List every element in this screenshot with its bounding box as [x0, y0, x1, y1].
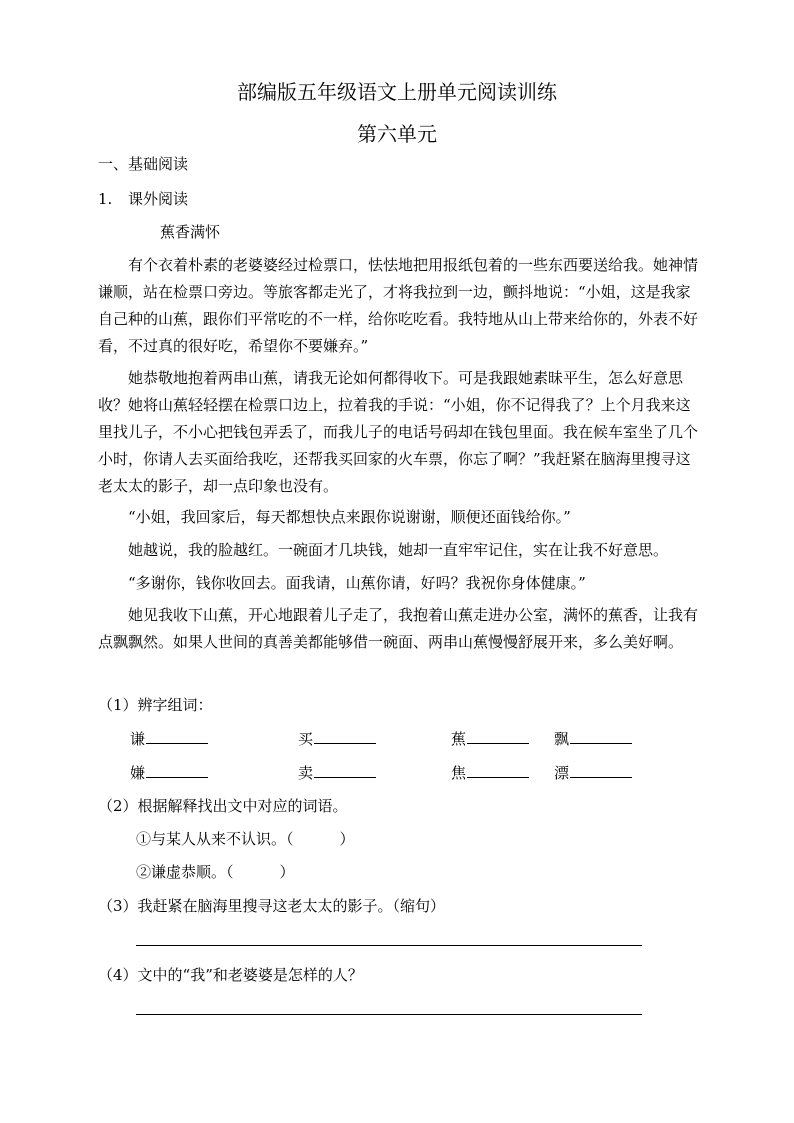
- question-2-item-2: [136, 862, 295, 882]
- word-item: [130, 762, 208, 783]
- unit-title: 第六单元: [357, 122, 437, 146]
- character-label: 卖: [298, 764, 314, 782]
- answer-blank[interactable]: [570, 762, 632, 778]
- answer-blank[interactable]: [146, 728, 208, 744]
- item-number: 1.: [98, 190, 113, 208]
- answer-line[interactable]: [136, 1014, 642, 1015]
- passage-paragraph-1: 有个衣着朴素的老婆婆经过检票口，怯怯地把用报纸包着的一些东西要送给我。她神情谦顺，站在检票口旁边。等旅客都走光了，才将我拉到一边，颤抖地说：“小姐，这是我家自己种的山蕉，跟你们平常吃的不一样，给你吃吃看。我特地从山上带来给你的，外表不好看，不过真的很好吃，希望你不要嫌弃。”: [98, 256, 699, 355]
- character-label: 漂: [554, 764, 570, 782]
- passage-title: 蕉香满怀: [160, 223, 221, 241]
- word-item: [130, 728, 208, 749]
- question-2-label: （2）根据解释找出文中对应的词语。: [98, 797, 348, 815]
- character-label: 焦: [451, 764, 467, 782]
- question-4-label: （4）文中的“我”和老婆婆是怎样的人？: [98, 966, 363, 984]
- word-item: [298, 728, 376, 749]
- passage-paragraph-6: 她见我收下山蕉，开心地跟着儿子走了，我抱着山蕉走进办公室，满怀的蕉香，让我有点飘飘然。如果人世间的真善美都能够借一碗面、两串山蕉慢慢舒展开来，多么美好啊。: [98, 606, 699, 651]
- question-3-label: （3）我赶紧在脑海里搜寻这老太太的影子。（缩句）: [98, 897, 446, 915]
- answer-blank[interactable]: [314, 762, 376, 778]
- section-heading: 一、基础阅读: [98, 155, 189, 173]
- worksheet-title: 部编版五年级语文上册单元阅读训练: [237, 80, 557, 104]
- answer-blank[interactable]: [314, 728, 376, 744]
- answer-blank[interactable]: [570, 728, 632, 744]
- passage-paragraph-5: “多谢你，钱你收回去。面我请，山蕉你请，好吗？我祝你身体健康。”: [128, 574, 586, 592]
- character-label: 嫌: [130, 764, 146, 782]
- passage-paragraph-3: “小姐，我回家后，每天都想快点来跟你说谢谢，顺便还面钱给你。”: [128, 508, 571, 526]
- answer-blank[interactable]: [146, 762, 208, 778]
- character-label: 谦: [130, 730, 146, 748]
- word-item: [451, 762, 529, 783]
- question-2-item-2-prefix: ②谦虚恭顺。（: [136, 863, 234, 881]
- character-label: 蕉: [451, 730, 467, 748]
- question-2-item-2-suffix: ）: [279, 863, 295, 881]
- answer-line[interactable]: [136, 945, 642, 946]
- question-2-item-1-prefix: ①与某人从来不认识。（: [136, 830, 294, 848]
- word-item: [554, 728, 632, 749]
- character-label: 飘: [554, 730, 570, 748]
- word-item: [451, 728, 529, 749]
- passage-paragraph-4: 她越说，我的脸越红。一碗面才几块钱，她却一直牢牢记住，实在让我不好意思。: [128, 541, 669, 559]
- passage-paragraph-2: 她恭敬地抱着两串山蕉，请我无论如何都得收下。可是我跟她素昧平生，怎么好意思收？她将山蕉轻轻摆在检票口边上，拉着我的手说：“小姐，你不记得我了？上个月我来这里找儿子，不小心把钱包弄丢了，而我儿子的电话号码却在钱包里面。我在候车室坐了几个小时，你请人去买面给我吃，还帮我买回家的火车票，你忘了啊？”我赶紧在脑海里搜寻这老太太的影子，却一点印象也没有。: [98, 369, 699, 495]
- answer-blank[interactable]: [467, 728, 529, 744]
- character-label: 买: [298, 730, 314, 748]
- word-item: [298, 762, 376, 783]
- answer-blank[interactable]: [467, 762, 529, 778]
- word-item: [554, 762, 632, 783]
- question-2-item-1: [136, 829, 355, 849]
- item-label: 课外阅读: [128, 190, 189, 208]
- question-1-label: （1）辨字组词：: [98, 696, 213, 714]
- question-2-item-1-suffix: ）: [339, 830, 355, 848]
